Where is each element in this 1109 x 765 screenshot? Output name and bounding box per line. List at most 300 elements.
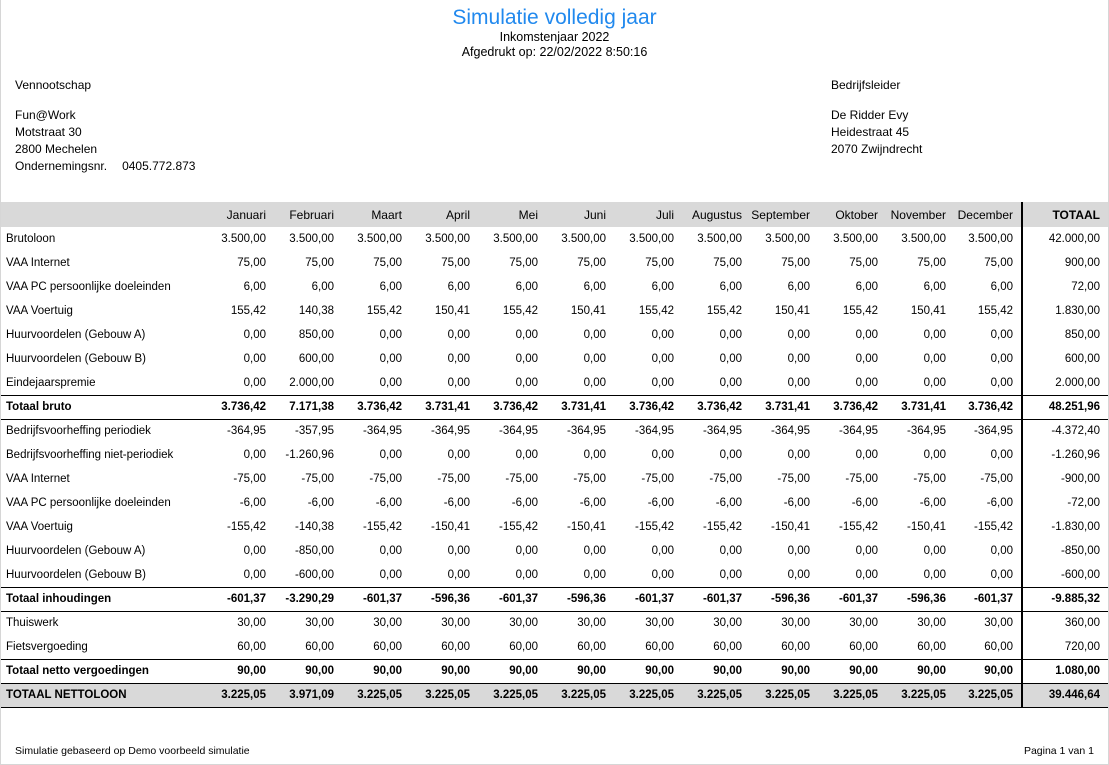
row-month-value: 75,00 (645, 257, 674, 269)
row-month-value: 0,00 (447, 545, 470, 557)
row-month-value: 0,00 (787, 568, 810, 581)
row-month-value: 0,00 (855, 449, 878, 461)
row-month-value: 0,00 (447, 568, 470, 581)
row-month-value: 0,00 (787, 449, 810, 461)
company-block (1, 77, 831, 175)
table-row (1, 227, 1108, 251)
row-month-value: -6,00 (511, 497, 538, 509)
row-month-value: 0,00 (583, 329, 606, 341)
row-month-value: 0,00 (515, 568, 538, 581)
table-row (1, 587, 1108, 611)
row-month-value: 3.225,05 (818, 683, 886, 707)
row-month-value: 3.500,00 (833, 233, 878, 245)
row-month-value: 3.500,00 (765, 233, 810, 245)
row-month-value: -6,00 (307, 497, 334, 509)
row-month-value: 0,00 (243, 449, 266, 461)
table-header (1, 202, 1108, 227)
row-month-value: 90,00 (682, 659, 750, 683)
row-month-value: 0,00 (583, 449, 606, 461)
row-month-value: 90,00 (342, 659, 410, 683)
row-month-value: -75,00 (913, 473, 946, 485)
row-month-value: 75,00 (917, 257, 946, 269)
row-month-value: 0,00 (855, 568, 878, 581)
company-name: Fun@Work (15, 108, 76, 122)
row-month-value: 90,00 (546, 659, 614, 683)
director-street: Heidestraat 45 (831, 125, 910, 139)
document-header (1, 0, 1108, 60)
row-month-value: 150,41 (570, 305, 606, 317)
column-header-juni: Juni (546, 202, 614, 227)
row-month-value: -601,37 (614, 587, 682, 611)
row-month-value: 30,00 (713, 617, 742, 630)
company-street: Motstraat 30 (15, 125, 82, 139)
row-month-value: 0,00 (583, 376, 606, 389)
row-month-value: 75,00 (373, 257, 402, 269)
row-month-value: -364,95 (634, 425, 674, 438)
row-month-value: 7.171,38 (274, 395, 342, 419)
row-month-value: -150,41 (430, 521, 470, 533)
row-month-value: -596,36 (546, 587, 614, 611)
row-month-value: 3.500,00 (357, 233, 402, 245)
row-total-value: 720,00 (1022, 635, 1108, 659)
row-total-value: 48.251,96 (1022, 395, 1108, 419)
row-month-value: 6,00 (990, 281, 1013, 293)
table-row (1, 299, 1108, 323)
row-month-value: 90,00 (206, 659, 274, 683)
row-month-value: 3.736,42 (342, 395, 410, 419)
row-month-value: 6,00 (855, 281, 878, 293)
row-month-value: -6,00 (443, 497, 470, 509)
row-month-value: 0,00 (719, 376, 742, 389)
row-month-value: 0,00 (515, 353, 538, 365)
row-month-value: 3.736,42 (818, 395, 886, 419)
row-month-value: 30,00 (577, 617, 606, 630)
row-month-value: 60,00 (237, 640, 266, 653)
row-month-value: 3.225,05 (410, 683, 478, 707)
row-month-value: 3.225,05 (206, 683, 274, 707)
director-name: De Ridder Evy (831, 108, 909, 122)
row-month-value: 60,00 (713, 640, 742, 653)
row-month-value: 0,00 (243, 353, 266, 365)
row-month-value: 30,00 (305, 617, 334, 630)
row-month-value: 3.500,00 (493, 233, 538, 245)
row-month-value: 0,00 (990, 329, 1013, 341)
table-row (1, 635, 1108, 659)
row-month-value: -364,95 (430, 425, 470, 438)
row-month-value: 0,00 (787, 545, 810, 557)
row-month-value: 3.225,05 (682, 683, 750, 707)
row-month-value: -150,41 (770, 521, 810, 533)
row-label: VAA Voertuig (6, 521, 73, 533)
row-month-value: 0,00 (515, 376, 538, 389)
row-month-value: -6,00 (919, 497, 946, 509)
row-month-value: 150,41 (910, 305, 946, 317)
table-row (1, 683, 1108, 707)
row-total-value: -1.830,00 (1022, 515, 1108, 539)
row-month-value: 30,00 (917, 617, 946, 630)
row-label: VAA Internet (6, 257, 70, 269)
company-city: 2800 Mechelen (15, 142, 98, 156)
row-month-value: -850,00 (294, 545, 334, 557)
row-month-value: -601,37 (818, 587, 886, 611)
table-row (1, 347, 1108, 371)
row-month-value: 0,00 (719, 329, 742, 341)
row-month-value: 3.736,42 (478, 395, 546, 419)
row-month-value: -596,36 (750, 587, 818, 611)
row-month-value: 150,41 (434, 305, 470, 317)
row-month-value: 0,00 (787, 376, 810, 389)
row-label: Totaal netto vergoedingen (1, 659, 206, 683)
column-header-empty (1, 202, 206, 227)
row-label: Totaal inhoudingen (1, 587, 206, 611)
row-month-value: 3.731,41 (546, 395, 614, 419)
column-header-september: September (750, 202, 818, 227)
row-month-value: 0,00 (719, 353, 742, 365)
row-month-value: 75,00 (781, 257, 810, 269)
row-month-value: 0,00 (923, 353, 946, 365)
row-month-value: -150,41 (566, 521, 606, 533)
enterprise-number-line (15, 158, 831, 175)
row-month-value: 3.500,00 (561, 233, 606, 245)
row-label: Bedrijfsvoorheffing periodiek (6, 425, 151, 438)
row-month-value: 0,00 (243, 376, 266, 389)
table-row (1, 371, 1108, 395)
row-label: TOTAAL NETTOLOON (1, 683, 206, 707)
row-month-value: 30,00 (781, 617, 810, 630)
row-month-value: 3.971,09 (274, 683, 342, 707)
row-month-value: 0,00 (515, 545, 538, 557)
table-row (1, 491, 1108, 515)
column-header-januari: Januari (206, 202, 274, 227)
row-label: Huurvoordelen (Gebouw A) (6, 329, 146, 341)
row-month-value: 90,00 (818, 659, 886, 683)
enterprise-number-label: Ondernemingsnr. (15, 159, 108, 173)
row-month-value: 6,00 (923, 281, 946, 293)
row-month-value: -75,00 (301, 473, 334, 485)
row-month-value: 155,42 (842, 305, 878, 317)
enterprise-number-value: 0405.772.873 (122, 159, 196, 173)
row-month-value: -364,95 (362, 425, 402, 438)
row-month-value: 0,00 (583, 568, 606, 581)
row-month-value: -601,37 (478, 587, 546, 611)
row-label: VAA Voertuig (6, 305, 73, 317)
row-month-value: 155,42 (638, 305, 674, 317)
row-month-value: -357,95 (294, 425, 334, 438)
row-month-value: 0,00 (923, 568, 946, 581)
row-month-value: 90,00 (886, 659, 954, 683)
row-month-value: 6,00 (651, 281, 674, 293)
row-month-value: 0,00 (447, 329, 470, 341)
row-month-value: 90,00 (478, 659, 546, 683)
table-row (1, 539, 1108, 563)
row-month-value: 60,00 (645, 640, 674, 653)
row-month-value: 6,00 (719, 281, 742, 293)
row-month-value: -155,42 (634, 521, 674, 533)
row-total-value: 1.830,00 (1022, 299, 1108, 323)
row-month-value: -601,37 (682, 587, 750, 611)
footer-note: Simulatie gebaseerd op Demo voorbeeld simulatie (15, 745, 250, 757)
company-block-label: Vennootschap (15, 78, 92, 92)
column-header-maart: Maart (342, 202, 410, 227)
column-header-april: April (410, 202, 478, 227)
row-label: Bedrijfsvoorheffing niet-periodiek (6, 449, 174, 461)
row-month-value: 0,00 (855, 353, 878, 365)
row-month-value: 0,00 (515, 449, 538, 461)
simulation-table (1, 202, 1108, 708)
row-month-value: 60,00 (373, 640, 402, 653)
row-month-value: -6,00 (375, 497, 402, 509)
row-month-value: 3.500,00 (629, 233, 674, 245)
row-month-value: 150,41 (774, 305, 810, 317)
row-month-value: 0,00 (651, 353, 674, 365)
row-month-value: 3.500,00 (697, 233, 742, 245)
row-month-value: 155,42 (706, 305, 742, 317)
row-month-value: 6,00 (515, 281, 538, 293)
row-month-value: 3.500,00 (901, 233, 946, 245)
row-month-value: 6,00 (243, 281, 266, 293)
row-month-value: 3.225,05 (750, 683, 818, 707)
row-month-value: -75,00 (573, 473, 606, 485)
row-month-value: 75,00 (509, 257, 538, 269)
director-block-label: Bedrijfsleider (831, 78, 901, 92)
table-row (1, 611, 1108, 635)
row-month-value: 0,00 (990, 568, 1013, 581)
row-month-value: 0,00 (923, 449, 946, 461)
row-month-value: -364,95 (838, 425, 878, 438)
row-month-value: 0,00 (379, 568, 402, 581)
row-month-value: 2.000,00 (289, 376, 334, 389)
row-month-value: -364,95 (973, 425, 1013, 438)
row-month-value: -600,00 (294, 568, 334, 581)
row-month-value: 155,42 (230, 305, 266, 317)
table-body (1, 227, 1108, 707)
row-month-value: 30,00 (441, 617, 470, 630)
row-month-value: -155,42 (702, 521, 742, 533)
row-label: Huurvoordelen (Gebouw B) (6, 353, 146, 365)
row-month-value: 3.731,41 (886, 395, 954, 419)
row-month-value: 0,00 (855, 329, 878, 341)
row-month-value: 0,00 (379, 376, 402, 389)
row-month-value: 3.225,05 (954, 683, 1022, 707)
row-total-value: 42.000,00 (1022, 227, 1108, 251)
row-total-value: 600,00 (1022, 347, 1108, 371)
director-block (831, 77, 1108, 175)
row-month-value: -75,00 (709, 473, 742, 485)
table-row (1, 251, 1108, 275)
row-month-value: 0,00 (583, 353, 606, 365)
row-total-value: -9.885,32 (1022, 587, 1108, 611)
row-month-value: -75,00 (845, 473, 878, 485)
row-month-value: -150,41 (906, 521, 946, 533)
row-month-value: 155,42 (977, 305, 1013, 317)
row-month-value: -596,36 (886, 587, 954, 611)
row-month-value: 0,00 (651, 376, 674, 389)
row-month-value: -6,00 (986, 497, 1013, 509)
row-label: Huurvoordelen (Gebouw B) (6, 568, 146, 581)
row-month-value: 60,00 (984, 640, 1013, 653)
row-total-value: -72,00 (1022, 491, 1108, 515)
table-row (1, 395, 1108, 419)
row-month-value: 30,00 (509, 617, 538, 630)
row-month-value: 75,00 (713, 257, 742, 269)
row-month-value: 0,00 (447, 376, 470, 389)
row-month-value: 3.225,05 (614, 683, 682, 707)
row-month-value: 0,00 (787, 329, 810, 341)
row-month-value: 3.500,00 (425, 233, 470, 245)
row-month-value: 90,00 (954, 659, 1022, 683)
row-month-value: 75,00 (984, 257, 1013, 269)
column-header-mei: Mei (478, 202, 546, 227)
income-year-subtitle: Inkomstenjaar 2022 (499, 30, 610, 44)
column-header-november: November (886, 202, 954, 227)
row-total-value: 360,00 (1022, 611, 1108, 635)
row-month-value: -6,00 (783, 497, 810, 509)
row-month-value: 0,00 (855, 545, 878, 557)
row-month-value: 90,00 (410, 659, 478, 683)
table-row (1, 563, 1108, 587)
row-label: Thuiswerk (6, 617, 59, 630)
row-month-value: 90,00 (750, 659, 818, 683)
row-label: Huurvoordelen (Gebouw A) (6, 545, 146, 557)
row-month-value: 0,00 (243, 329, 266, 341)
row-month-value: -75,00 (777, 473, 810, 485)
row-month-value: 3.736,42 (614, 395, 682, 419)
row-total-value: 1.080,00 (1022, 659, 1108, 683)
row-total-value: 2.000,00 (1022, 371, 1108, 395)
row-month-value: 6,00 (787, 281, 810, 293)
row-month-value: 0,00 (719, 449, 742, 461)
table-row (1, 467, 1108, 491)
table-row (1, 659, 1108, 683)
row-month-value: 90,00 (614, 659, 682, 683)
row-month-value: -140,38 (294, 521, 334, 533)
row-month-value: -155,42 (838, 521, 878, 533)
row-month-value: 6,00 (379, 281, 402, 293)
row-month-value: 0,00 (379, 545, 402, 557)
row-month-value: -364,95 (906, 425, 946, 438)
row-total-value: -850,00 (1022, 539, 1108, 563)
row-month-value: -75,00 (437, 473, 470, 485)
row-month-value: 3.731,41 (750, 395, 818, 419)
document-footer (15, 745, 1094, 757)
column-header-augustus: Augustus (682, 202, 750, 227)
row-month-value: 0,00 (379, 329, 402, 341)
row-month-value: 0,00 (990, 449, 1013, 461)
row-month-value: -364,95 (226, 425, 266, 438)
row-month-value: -155,42 (498, 521, 538, 533)
row-month-value: 3.736,42 (682, 395, 750, 419)
row-month-value: 0,00 (719, 568, 742, 581)
row-month-value: 60,00 (849, 640, 878, 653)
row-month-value: 6,00 (583, 281, 606, 293)
row-month-value: 60,00 (917, 640, 946, 653)
row-month-value: 30,00 (849, 617, 878, 630)
row-month-value: 0,00 (379, 353, 402, 365)
row-month-value: 600,00 (298, 353, 334, 365)
row-month-value: -75,00 (233, 473, 266, 485)
row-label: Fietsvergoeding (6, 640, 88, 653)
director-city: 2070 Zwijndrecht (831, 142, 923, 156)
row-month-value: 60,00 (781, 640, 810, 653)
row-label: Totaal bruto (1, 395, 206, 419)
row-total-value: 72,00 (1022, 275, 1108, 299)
row-label: Eindejaarspremie (6, 376, 96, 389)
row-month-value: -155,42 (362, 521, 402, 533)
column-header-december: December (954, 202, 1022, 227)
row-month-value: 0,00 (243, 568, 266, 581)
row-month-value: 60,00 (509, 640, 538, 653)
row-month-value: -601,37 (206, 587, 274, 611)
row-label: VAA PC persoonlijke doeleinden (6, 281, 171, 293)
row-total-value: -4.372,40 (1022, 419, 1108, 443)
row-month-value: 30,00 (984, 617, 1013, 630)
row-month-value: 140,38 (298, 305, 334, 317)
row-month-value: 0,00 (243, 545, 266, 557)
row-total-value: 900,00 (1022, 251, 1108, 275)
row-month-value: 0,00 (583, 545, 606, 557)
row-month-value: -6,00 (239, 497, 266, 509)
row-month-value: 0,00 (923, 329, 946, 341)
table-row (1, 275, 1108, 299)
row-total-value: -600,00 (1022, 563, 1108, 587)
row-month-value: -6,00 (579, 497, 606, 509)
row-month-value: -364,95 (770, 425, 810, 438)
row-month-value: 155,42 (502, 305, 538, 317)
row-month-value: 850,00 (298, 329, 334, 341)
row-month-value: 75,00 (849, 257, 878, 269)
row-month-value: -75,00 (505, 473, 538, 485)
row-month-value: 75,00 (441, 257, 470, 269)
row-month-value: -75,00 (369, 473, 402, 485)
row-month-value: -6,00 (851, 497, 878, 509)
row-month-value: -75,00 (980, 473, 1013, 485)
row-label: VAA PC persoonlijke doeleinden (6, 497, 171, 509)
row-label: VAA Internet (6, 473, 70, 485)
row-month-value: 60,00 (577, 640, 606, 653)
row-month-value: 90,00 (274, 659, 342, 683)
row-month-value: -364,95 (566, 425, 606, 438)
row-month-value: 30,00 (237, 617, 266, 630)
row-month-value: 0,00 (719, 545, 742, 557)
row-month-value: 3.736,42 (954, 395, 1022, 419)
column-header-februari: Februari (274, 202, 342, 227)
row-month-value: 0,00 (855, 376, 878, 389)
row-month-value: 3.500,00 (968, 233, 1013, 245)
row-month-value: -155,42 (226, 521, 266, 533)
row-month-value: 3.225,05 (342, 683, 410, 707)
printed-on-line: Afgedrukt op: 22/02/2022 8:50:16 (461, 45, 648, 59)
row-month-value: 0,00 (990, 545, 1013, 557)
column-header-juli: Juli (614, 202, 682, 227)
table-row (1, 443, 1108, 467)
row-month-value: 0,00 (651, 568, 674, 581)
row-label: Brutoloon (6, 233, 56, 245)
row-total-value: 850,00 (1022, 323, 1108, 347)
row-month-value: 30,00 (645, 617, 674, 630)
column-header-totaal: TOTAAL (1022, 202, 1108, 227)
row-month-value: 75,00 (237, 257, 266, 269)
row-month-value: -364,95 (498, 425, 538, 438)
row-month-value: -6,00 (715, 497, 742, 509)
row-month-value: 0,00 (923, 545, 946, 557)
row-month-value: 0,00 (787, 353, 810, 365)
row-total-value: -1.260,96 (1022, 443, 1108, 467)
row-month-value: 0,00 (923, 376, 946, 389)
table-header-row (1, 202, 1108, 227)
row-month-value: -6,00 (647, 497, 674, 509)
row-month-value: -601,37 (954, 587, 1022, 611)
row-month-value: 0,00 (515, 329, 538, 341)
